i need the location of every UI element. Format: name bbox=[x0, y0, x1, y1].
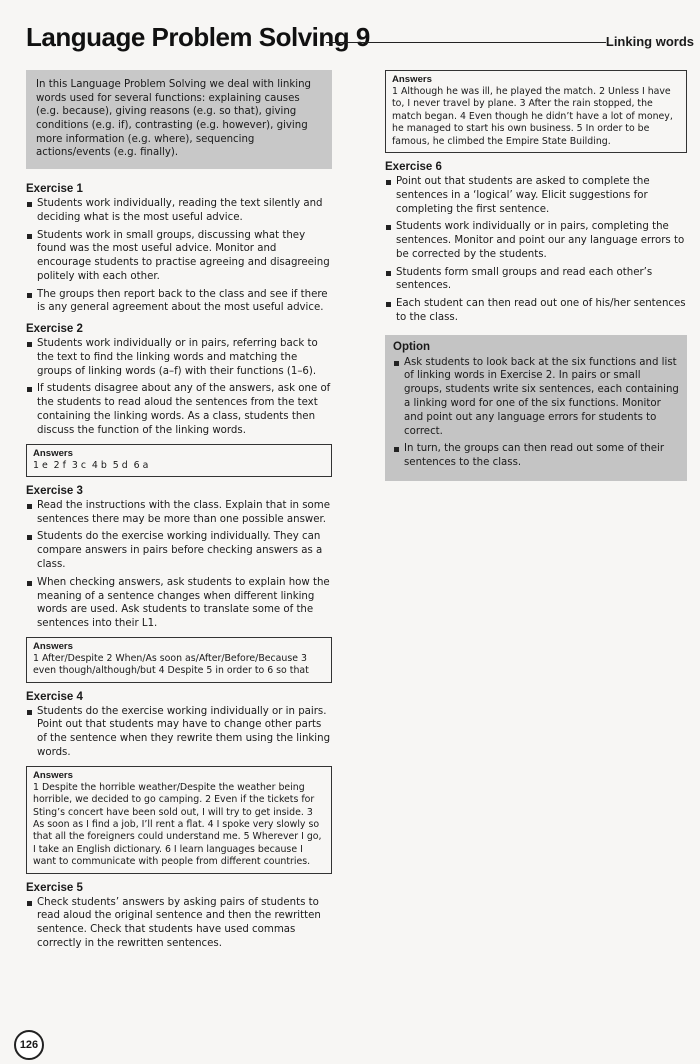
section-label: Linking words bbox=[605, 34, 694, 49]
list-item: Point out that students are asked to complete the sentences in a ‘logical’ way. Elicit suggestions for completing the first sentence. bbox=[385, 175, 687, 216]
list-item: Students do the exercise working individually or in pairs. Point out that students may have to change other parts of the sentence when they rewrite them using the linking words. bbox=[26, 705, 332, 760]
exercise-title: Exercise 3 bbox=[26, 484, 83, 497]
list-item: The groups then report back to the class and see if there is any general agreement about the most useful advice. bbox=[26, 288, 332, 316]
answers-text: 1 Although he was ill, he played the match. 2 Unless I have to, I never travel by plane. 3 After the rain stopped, the match began. 4 Even though he didn’t have a lot of money, he managed to start his own business. 5 In order to be famous, he climbed the Empire State Building. bbox=[392, 86, 673, 147]
answers-text: 1 After/Despite 2 When/As soon as/After/Before/Because 3 even though/although/but 4 Despite 5 in order to 6 so that bbox=[33, 652, 309, 677]
list-item: Check students’ answers by asking pairs of students to read aloud the original sentence and then the rewritten sentence. Check that students have used commas correctly in the rewritten sentences. bbox=[26, 896, 332, 951]
exercise-title: Exercise 5 bbox=[26, 881, 83, 894]
option-title: Option bbox=[393, 340, 431, 353]
exercise-5 bbox=[26, 882, 332, 951]
answers-box bbox=[26, 444, 332, 477]
exercise-title: Exercise 6 bbox=[385, 161, 442, 174]
left-column bbox=[26, 70, 332, 955]
exercise-6 bbox=[385, 161, 687, 325]
answers-box bbox=[26, 637, 332, 683]
list-item: Students form small groups and read each other’s sentences. bbox=[385, 266, 687, 294]
exercise-3 bbox=[26, 485, 332, 683]
page-number: 126 bbox=[14, 1030, 44, 1060]
answers-title: Answers bbox=[33, 769, 73, 781]
answers-box bbox=[385, 70, 687, 153]
answers-title: Answers bbox=[33, 447, 73, 459]
option-box bbox=[385, 335, 687, 481]
list-item: In turn, the groups can then read out some of their sentences to the class. bbox=[393, 442, 679, 470]
exercise-title: Exercise 1 bbox=[26, 183, 83, 196]
list-item: If students disagree about any of the answers, ask one of the students to read aloud the sentences from the text containing the linking words. As a class, students then discuss the function of the linking words. bbox=[26, 382, 332, 437]
list-item: Students work individually, reading the text silently and deciding what is the most useful advice. bbox=[26, 197, 332, 225]
answers-text: 1 Despite the horrible weather/Despite the weather being horrible, we decided to go camping. 2 Even if the tickets for Sting’s concert have been sold out, I will try to get inside. 3 As soon as I find a job, I’ll rent a flat. 4 I spoke very slowly so that all the foreigners could understand me. 5 Wherever I go, I take an English dictionary. 6 I learn languages because I want to communicate with people from different countries. bbox=[33, 781, 322, 868]
list-item: Students do the exercise working individually. They can compare answers in pairs before checking answers as a class. bbox=[26, 530, 332, 571]
list-item: When checking answers, ask students to explain how the meaning of a sentence changes when different linking words are used. Ask students to translate some of the sentences into their L1. bbox=[26, 576, 332, 631]
exercise-1 bbox=[26, 183, 332, 315]
intro-box: In this Language Problem Solving we deal with linking words used for several functions: explaining causes (e.g. because), giving reasons (e.g. so that), giving conditions (e.g. if), contrasting (e.g. however), giving more information (e.g. where), sequencing actions/events (e.g. finally). bbox=[26, 70, 332, 169]
list-item: Each student can then read out one of his/her sentences to the class. bbox=[385, 297, 687, 325]
list-item: Read the instructions with the class. Explain that in some sentences there may be more than one possible answer. bbox=[26, 499, 332, 527]
page-header bbox=[26, 22, 694, 62]
answers-title: Answers bbox=[392, 74, 432, 85]
list-item: Students work individually or in pairs, completing the sentences. Monitor and point our any language errors to be corrected by the students. bbox=[385, 220, 687, 261]
exercise-2 bbox=[26, 323, 332, 477]
answers-text: 1 e 2 f 3 c 4 b 5 d 6 a bbox=[33, 459, 149, 471]
exercise-title: Exercise 2 bbox=[26, 323, 83, 336]
right-column bbox=[385, 70, 687, 481]
list-item: Students work individually or in pairs, referring back to the text to find the linking words and matching the groups of linking words (a–f) with their functions (1–6). bbox=[26, 337, 332, 378]
page-title: Language Problem Solving 9 bbox=[26, 22, 370, 52]
exercise-4 bbox=[26, 691, 332, 874]
list-item: Ask students to look back at the six functions and list of linking words in Exercise 2. In pairs or small groups, students write six sentences, each containing a linking word for one of the six functions. Monitor and point out any language errors for students to correct. bbox=[393, 356, 679, 439]
answers-box bbox=[26, 766, 332, 874]
answers-title: Answers bbox=[33, 640, 73, 652]
list-item: Students work in small groups, discussing what they found was the most useful advice. Monitor and encourage students to practise agreeing and disagreeing politely with each other. bbox=[26, 229, 332, 284]
exercise-title: Exercise 4 bbox=[26, 690, 83, 703]
header-rule bbox=[326, 42, 606, 43]
